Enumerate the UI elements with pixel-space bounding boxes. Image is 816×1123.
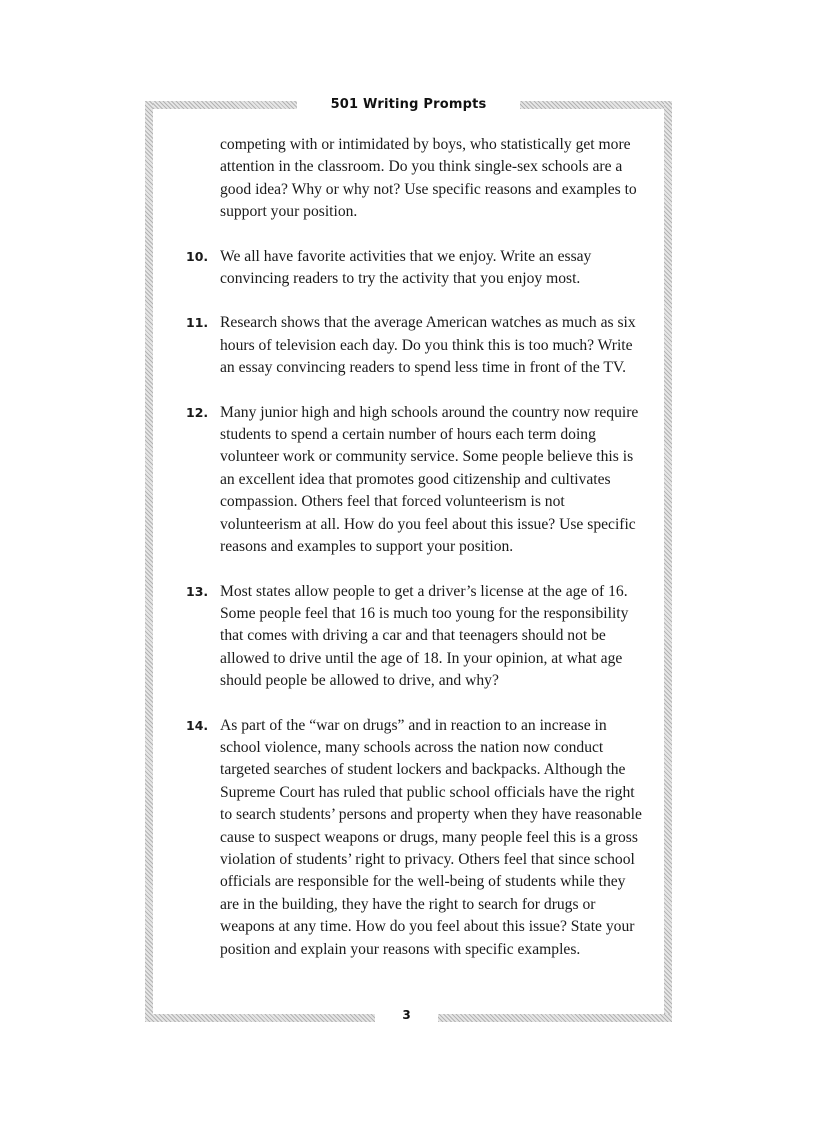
running-header-title: 501 Writing Prompts bbox=[330, 97, 487, 112]
header-rule-right bbox=[520, 101, 672, 109]
prompt-text: Research shows that the average American watches as much as six hours of television each day. Do you think this is too much? Write an essay convincing readers to spend less time in front of the TV. bbox=[220, 314, 636, 377]
prompt-item bbox=[186, 715, 646, 961]
header-rule-left bbox=[145, 101, 297, 109]
prompt-text: As part of the “war on drugs” and in reaction to an increase in school violence, many schools across the nation now conduct targeted searches of student lockers and backpacks. Although the Supreme Court has ruled that public school officials have the right to search students’ persons and property when they have reasonable cause to suspect weapons or drugs, many people feel this is a gross violation of students’ right to privacy. Others feel that since school officials are responsible for the well-being of students while they are in the building, they have the right to search for drugs or weapons at any time. How do you feel about this issue? State your position and explain your reasons with specific examples. bbox=[220, 716, 642, 958]
prompt-text: Most states allow people to get a driver’s license at the age of 16. Some people feel that 16 is much too young for the responsibility that comes with driving a car and that teenagers should not be allowed to drive until the age of 18. In your opinion, at what age should people be allowed to drive, and why? bbox=[220, 582, 629, 690]
prompt-text: Many junior high and high schools around the country now require students to spend a certain number of hours each term doing volunteer work or community service. Some people believe this is an excellent idea that promotes good citizenship and cultivates compassion. Others feel that forced volunteerism is not volunteerism at all. How do you feel about this issue? Use specific reasons and examples to support your position. bbox=[220, 403, 639, 556]
prompt-item bbox=[186, 402, 646, 559]
prompt-text: We all have favorite activities that we enjoy. Write an essay convincing readers to try the activity that you enjoy most. bbox=[220, 247, 592, 288]
page-number: 3 bbox=[402, 1008, 411, 1022]
intro-paragraph bbox=[186, 134, 646, 224]
prompt-number: 14. bbox=[186, 717, 209, 733]
page-border-right bbox=[664, 101, 672, 1022]
footer-rule-left bbox=[145, 1014, 375, 1022]
page-border-left bbox=[145, 101, 153, 1022]
prompt-item bbox=[186, 312, 646, 379]
prompt-number: 13. bbox=[186, 583, 209, 599]
footer-rule-right bbox=[438, 1014, 672, 1022]
prompt-number: 12. bbox=[186, 404, 209, 420]
prompt-item bbox=[186, 246, 646, 291]
prompt-number: 11. bbox=[186, 315, 209, 331]
intro-paragraph-text: competing with or intimidated by boys, who statistically get more attention in the classroom. Do you think single-sex schools are a good idea? Why or why not? Use specific reasons and examples to support your position. bbox=[220, 136, 637, 221]
page-content bbox=[186, 134, 646, 983]
prompt-item bbox=[186, 581, 646, 693]
prompt-number: 10. bbox=[186, 248, 209, 264]
